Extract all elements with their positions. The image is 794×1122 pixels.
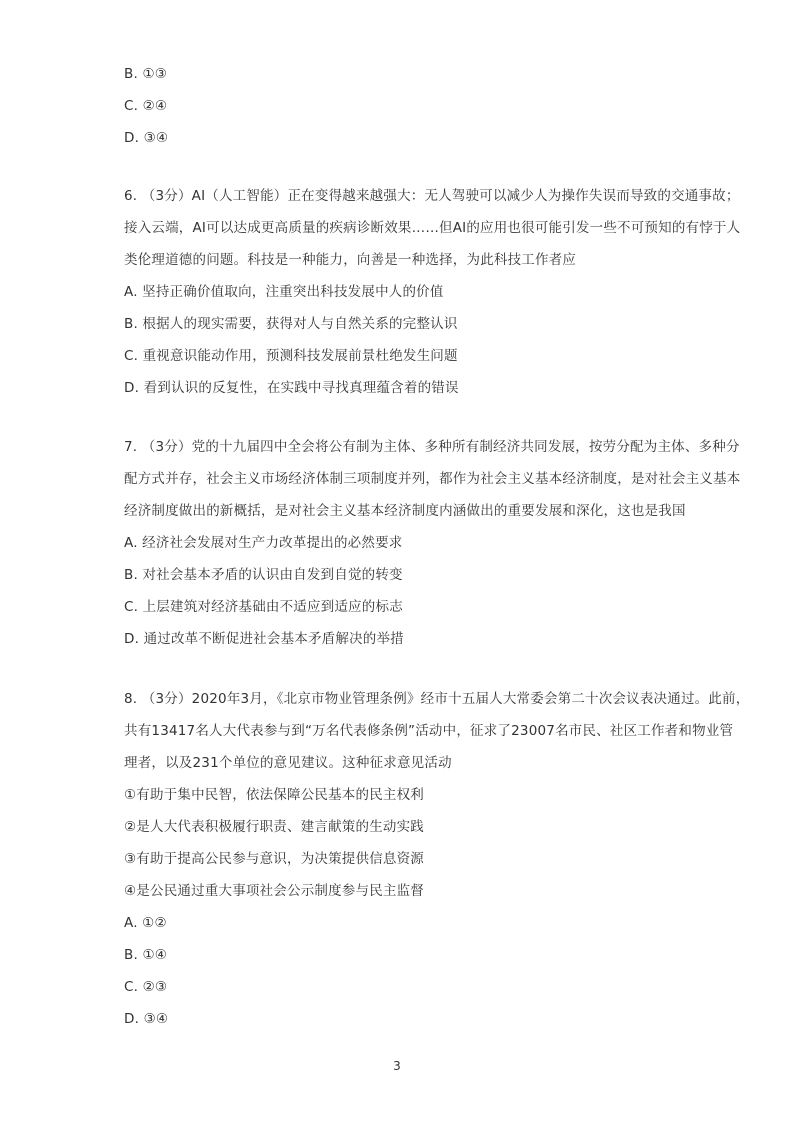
prev-question-option-d: D. ③④ xyxy=(124,130,169,146)
q7-stem-line-2: 配方式并存，社会主义市场经济体制三项制度并列，都作为社会主义基本经济制度，是对社会主义基本 xyxy=(124,471,741,487)
q7-stem-line-1: 7. （3分）党的十九届四中全会将公有制为主体、多种所有制经济共同发展，按劳分配为主体、多种分 xyxy=(124,439,740,455)
prev-question-option-b: B. ①③ xyxy=(124,66,168,82)
q8-stem-line-3: 理者，以及231个单位的意见建议。这种征求意见活动 xyxy=(124,755,452,771)
q8-option-d: D. ③④ xyxy=(124,1011,169,1027)
q6-option-b: B. 根据人的现实需要，获得对人与自然关系的完整认识 xyxy=(124,316,458,332)
q7-option-b: B. 对社会基本矛盾的认识由自发到自觉的转变 xyxy=(124,567,403,583)
q7-stem-line-3: 经济制度做出的新概括，是对社会主义基本经济制度内涵做出的重要发展和深化，这也是我国 xyxy=(124,503,686,519)
q6-option-c: C. 重视意识能动作用，预测科技发展前景杜绝发生问题 xyxy=(124,348,458,364)
q6-stem-line-3: 类伦理道德的问题。科技是一种能力，向善是一种选择，为此科技工作者应 xyxy=(124,252,577,268)
q8-stem-line-2: 共有13417名人大代表参与到“万名代表修条例”活动中，征求了23007名市民、社区工作者和物业管 xyxy=(124,723,734,739)
q7-option-c: C. 上层建筑对经济基础由不适应到适应的标志 xyxy=(124,599,403,615)
page-number: 3 xyxy=(393,1059,401,1073)
q8-option-b: B. ①④ xyxy=(124,947,168,963)
q6-option-a: A. 坚持正确价值取向，注重突出科技发展中人的价值 xyxy=(124,284,444,300)
q8-statement-4: ④是公民通过重大事项社会公示制度参与民主监督 xyxy=(124,883,425,899)
q6-stem-line-1: 6. （3分）AI（人工智能）正在变得越来越强大：无人驾驶可以减少人为操作失误而导致的交通事故； xyxy=(124,188,740,204)
q8-statement-1: ①有助于集中民智，依法保障公民基本的民主权利 xyxy=(124,787,425,803)
q8-option-a: A. ①② xyxy=(124,915,167,931)
q8-statement-2: ②是人大代表积极履行职责、建言献策的生动实践 xyxy=(124,819,425,835)
q6-stem-line-2: 接入云端，AI可以达成更高质量的疾病诊断效果……但AI的应用也很可能引发一些不可预知的有悖于人 xyxy=(124,220,741,236)
q8-statement-3: ③有助于提高公民参与意识，为决策提供信息资源 xyxy=(124,851,425,867)
prev-question-option-c: C. ②④ xyxy=(124,98,168,114)
q6-option-d: D. 看到认识的反复性，在实践中寻找真理蕴含着的错误 xyxy=(124,380,459,396)
q8-stem-line-1: 8. （3分）2020年3月，《北京市物业管理条例》经市十五届人大常委会第二十次会议表决通过。此前， xyxy=(124,691,750,707)
q7-option-a: A. 经济社会发展对生产力改革提出的必然要求 xyxy=(124,535,403,551)
q7-option-d: D. 通过改革不断促进社会基本矛盾解决的举措 xyxy=(124,631,404,647)
q8-option-c: C. ②③ xyxy=(124,979,168,995)
